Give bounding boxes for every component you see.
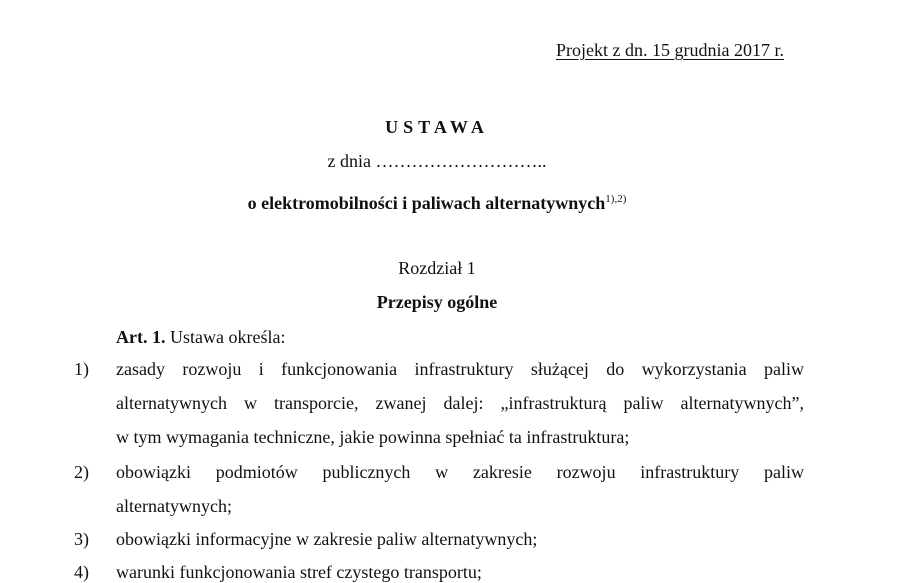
article-label: Art. 1. — [116, 327, 166, 347]
date-line: z dnia ……………………….. — [327, 151, 547, 171]
draft-date: Projekt z dn. 15 grudnia 2017 r. — [556, 40, 784, 60]
item-number: 3) — [74, 529, 89, 549]
item-number: 1) — [74, 359, 89, 379]
document-title: USTAWA — [385, 117, 489, 137]
item-line: obowiązki podmiotów publicznych w zakresie rozwoju infrastruktury paliw — [116, 462, 804, 482]
subject-text: o elektromobilności i paliwach alternatywnych — [247, 193, 606, 213]
item-line: zasady rozwoju i funkcjonowania infrastruktury służącej do wykorzystania paliw — [116, 359, 804, 379]
item-line: alternatywnych; — [116, 496, 232, 516]
article-heading — [116, 327, 285, 348]
article-intro: Ustawa określa: — [169, 327, 286, 347]
item-line: alternatywnych w transporcie, zwanej dalej: „infrastrukturą paliw alternatywnych”, — [116, 393, 804, 413]
item-line: w tym wymagania techniczne, jakie powinna spełniać ta infrastruktura; — [116, 427, 630, 447]
item-number: 2) — [74, 462, 89, 482]
footnote-ref: 1),2) — [605, 193, 627, 205]
chapter-title: Przepisy ogólne — [376, 292, 498, 312]
chapter-label: Rozdział 1 — [398, 258, 476, 278]
item-number: 4) — [74, 562, 89, 582]
item-line: obowiązki informacyjne w zakresie paliw alternatywnych; — [116, 529, 538, 549]
item-line: warunki funkcjonowania stref czystego transportu; — [116, 562, 482, 582]
document-subject — [0, 193, 874, 214]
